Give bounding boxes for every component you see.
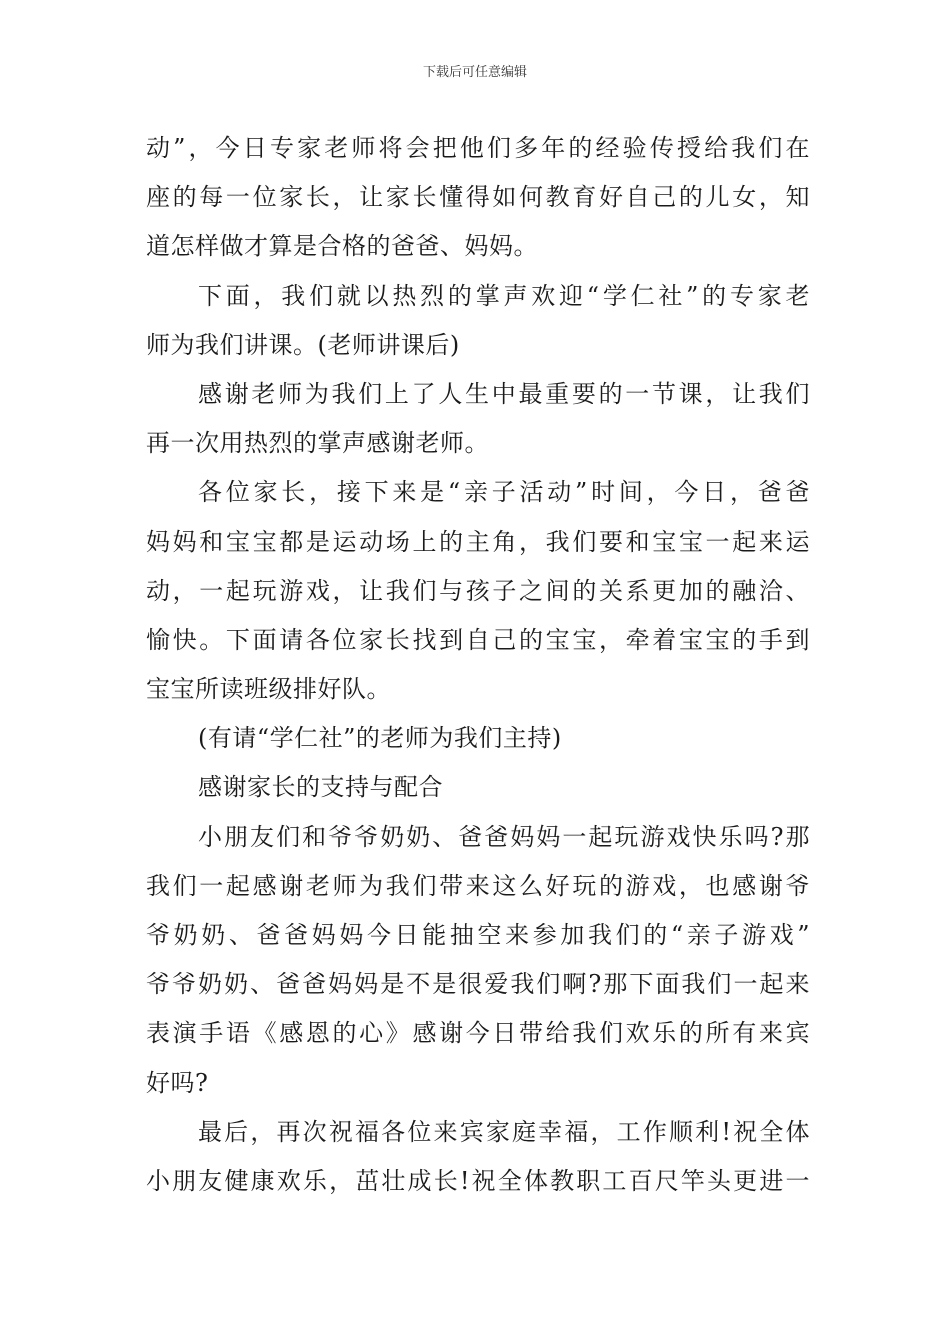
page-header: 下载后可任意编辑 xyxy=(422,65,527,80)
paragraph-start-line: (有请“学仁社”的老师为我们主持) xyxy=(198,724,562,753)
text-line: 我们一起感谢老师为我们带来这么好玩的游戏，也感谢爷 xyxy=(146,871,810,900)
text-line: 爷奶奶、爸爸妈妈今日能抽空来参加我们的“亲子游戏” xyxy=(146,921,810,949)
paragraph-start-line: 感谢老师为我们上了人生中最重要的一节课，让我们 xyxy=(198,379,810,408)
paragraph-start-line: 小朋友们和爷爷奶奶、爸爸妈妈一起玩游戏快乐吗?那 xyxy=(198,822,810,851)
text-line: 道怎样做才算是合格的爸爸、妈妈。 xyxy=(146,232,538,261)
text-line: 再一次用热烈的掌声感谢老师。 xyxy=(146,429,489,458)
text-line: 妈妈和宝宝都是运动场上的主角，我们要和宝宝一起来运 xyxy=(146,527,810,556)
text-line: 座的每一位家长，让家长懂得如何教育好自己的儿女，知 xyxy=(146,183,810,212)
text-line: 动，一起玩游戏，让我们与孩子之间的关系更加的融洽、 xyxy=(146,576,810,605)
text-line: 爷爷奶奶、爸爸妈妈是不是很爱我们啊?那下面我们一起来 xyxy=(146,970,810,999)
text-line: 师为我们讲课。(老师讲课后) xyxy=(146,330,460,359)
text-line: 小朋友健康欢乐，茁壮成长!祝全体教职工百尺竿头更进一 xyxy=(146,1166,810,1195)
paragraph-start-line: 感谢家长的支持与配合 xyxy=(198,773,443,802)
text-line: 愉快。下面请各位家长找到自己的宝宝，牵着宝宝的手到 xyxy=(146,625,810,654)
paragraph-start-line: 各位家长，接下来是“亲子活动”时间，今日，爸爸 xyxy=(198,478,810,507)
text-line: 动”，今日专家老师将会把他们多年的经验传授给我们在 xyxy=(146,134,810,162)
text-line: 宝宝所读班级排好队。 xyxy=(146,675,391,704)
document-body xyxy=(146,124,810,1206)
text-line: 好吗? xyxy=(146,1068,209,1097)
paragraph-start-line: 下面，我们就以热烈的掌声欢迎“学仁社”的专家老 xyxy=(198,281,810,310)
text-line: 表演手语《感恩的心》感谢今日带给我们欢乐的所有来宾 xyxy=(146,1019,810,1048)
paragraph-start-line: 最后，再次祝福各位来宾家庭幸福，工作顺利!祝全体 xyxy=(198,1117,810,1146)
